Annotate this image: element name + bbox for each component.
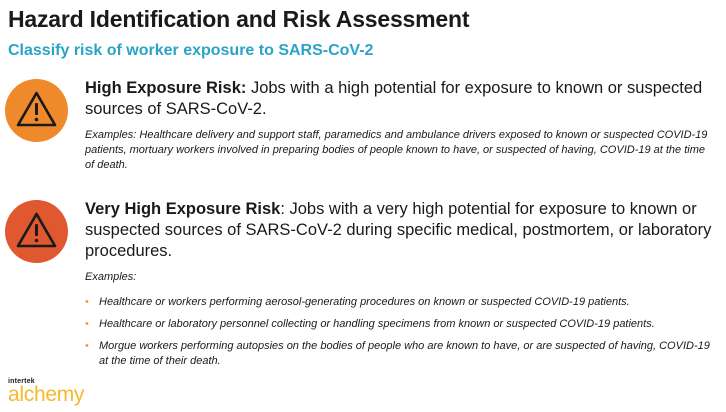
very-high-risk-examples-list — [85, 295, 715, 369]
very-high-risk-badge — [5, 200, 68, 263]
high-risk-section — [85, 78, 715, 173]
very-high-risk-description: : Jobs with a very high potential for exposure to known or suspected sources of SARS-CoV-2 during specific medical, postmortem, or laboratory procedures. — [85, 200, 712, 260]
bullet-icon: • — [85, 296, 89, 308]
list-item-text: Morgue workers performing autopsies on the bodies of people who are known to have, or are suspected of having, COVID-19 at the time of their death. — [99, 340, 710, 367]
high-risk-badge — [5, 79, 68, 142]
list-item — [85, 317, 715, 332]
very-high-risk-label: Very High Exposure Risk — [85, 200, 281, 218]
intertek-alchemy-logo — [8, 378, 88, 408]
page-title: Hazard Identification and Risk Assessment — [8, 6, 470, 32]
very-high-risk-section — [85, 199, 715, 376]
page-subtitle: Classify risk of worker exposure to SARS-CoV-2 — [8, 42, 374, 59]
logo-alchemy-text: alchemy — [8, 383, 85, 406]
warning-triangle-icon — [5, 79, 68, 142]
list-item-text: Healthcare or workers performing aerosol-generating procedures on known or suspected COVID-19 patients. — [99, 296, 630, 308]
list-item — [85, 295, 715, 310]
list-item — [85, 339, 715, 369]
bullet-icon: • — [85, 340, 89, 352]
high-risk-heading — [85, 78, 715, 120]
logo-intertek-text: intertek — [8, 378, 35, 385]
high-risk-examples: Examples: Healthcare delivery and support staff, paramedics and ambulance drivers exposed to known or suspected COVID-19 patients, mortuary workers involved in preparing bodies of people known to have, or suspected of having, COVID-19 at the time of death. — [85, 129, 708, 171]
very-high-risk-heading — [85, 199, 715, 262]
warning-triangle-icon — [5, 200, 68, 263]
list-item-text: Healthcare or laboratory personnel collecting or handling specimens from known or suspected COVID-19 patients. — [99, 318, 655, 330]
very-high-risk-examples-label: Examples: — [85, 271, 137, 283]
high-risk-label: High Exposure Risk: — [85, 79, 247, 97]
bullet-icon: • — [85, 318, 89, 330]
high-risk-description: Jobs with a high potential for exposure to known or suspected sources of SARS-CoV-2. — [85, 79, 703, 118]
